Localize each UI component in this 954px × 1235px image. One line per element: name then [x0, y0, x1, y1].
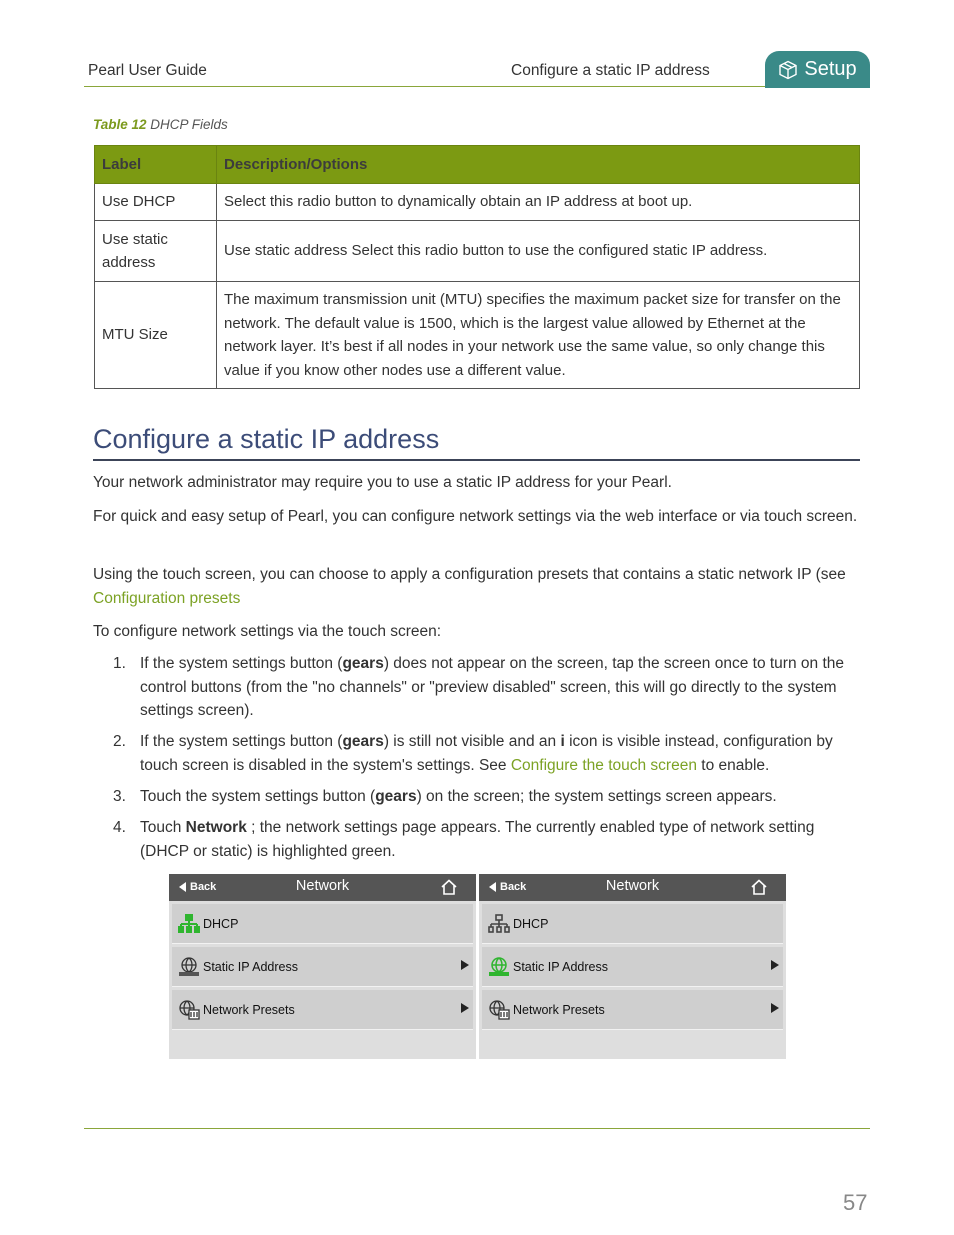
- step-text: [140, 816, 865, 863]
- step-number: 1.: [113, 655, 126, 672]
- step-text-part: icon is visible instead, configuration by touch screen is disabled in the system's settings. See: [140, 733, 833, 774]
- setup-tab[interactable]: [765, 51, 870, 88]
- dhcp-fields-table: [94, 145, 860, 389]
- heading-divider: [93, 459, 860, 461]
- screen-title-bar: [479, 874, 786, 901]
- step-text: [140, 785, 865, 809]
- paragraph-touch-intro: To configure network settings via the touch screen:: [93, 623, 442, 640]
- step-bold-gears: gears: [342, 733, 384, 750]
- step-text: [140, 652, 865, 723]
- network-screen-dhcp: [169, 874, 476, 1059]
- header-divider: [84, 86, 766, 87]
- chevron-right-icon: [461, 960, 469, 970]
- globe-network-icon: [488, 957, 510, 977]
- globe-presets-icon: [488, 1000, 510, 1020]
- step-text-part: ) is still not visible and an: [383, 733, 561, 750]
- back-label: Back: [190, 881, 217, 893]
- step-text-part: If the system settings button (: [140, 733, 343, 750]
- step-text-part: Touch: [140, 819, 186, 836]
- table-caption-text: DHCP Fields: [150, 117, 228, 132]
- step-bold-gears: gears: [375, 788, 417, 805]
- globe-network-icon: [178, 957, 200, 977]
- step-text-part: ) does not appear on the screen, tap the screen once to turn on the control buttons (from the "no channels" or "preview disabled" screen, this will go directly to the system settings screen).: [140, 655, 844, 719]
- section-title: Configure a static IP address: [511, 62, 710, 79]
- step-bold-i: i: [560, 733, 565, 750]
- step-text-part: to enable.: [696, 756, 770, 774]
- screen-title: Network: [295, 878, 350, 894]
- menu-item-label: DHCP: [513, 916, 549, 931]
- menu-item-label: Network Presets: [513, 1002, 605, 1017]
- step-bold-network: Network: [185, 819, 247, 836]
- column-header-label: Label: [95, 146, 217, 184]
- table-row: [95, 282, 860, 389]
- network-screen-static: [479, 874, 786, 1059]
- footer-divider: [84, 1128, 870, 1129]
- menu-item-label: Network Presets: [203, 1002, 295, 1017]
- globe-presets-icon: [178, 1000, 200, 1020]
- network-tree-icon: [178, 914, 200, 934]
- table-row: [95, 221, 860, 282]
- menu-item-dhcp[interactable]: [482, 904, 783, 944]
- table-caption: [93, 117, 228, 132]
- setup-tab-label: Setup: [804, 58, 857, 80]
- guide-title: Pearl User Guide: [88, 62, 207, 79]
- paragraph-intro: Your network administrator may require you to use a static IP address for your Pearl.: [93, 474, 672, 491]
- step-text: [140, 730, 865, 777]
- screen-title-bar: [169, 874, 476, 901]
- step-text-part: ; the network settings page appears. The currently enabled type of network setting (DHCP or static) is highlighted green.: [140, 819, 815, 860]
- table-cell-description: Select this radio button to dynamically obtain an IP address at boot up.: [217, 184, 860, 221]
- step-number: 4.: [113, 819, 126, 836]
- step-bold-gears: gears: [342, 655, 384, 672]
- step-text-part: Touch the system settings button (: [140, 788, 376, 805]
- menu-item-dhcp[interactable]: [172, 904, 473, 944]
- paragraph-presets-text: Using the touch screen, you can choose to apply a configuration presets that contains a static network IP (see: [93, 566, 846, 583]
- chevron-right-icon: [771, 1003, 779, 1013]
- configure-touch-screen-link[interactable]: Configure the touch screen: [510, 756, 697, 774]
- step-text-part: ) on the screen; the system settings screen appears.: [416, 788, 777, 805]
- back-label: Back: [500, 881, 527, 893]
- table-caption-number: Table 12: [93, 117, 147, 132]
- menu-item-static-ip[interactable]: [172, 947, 473, 987]
- menu-item-network-presets[interactable]: [172, 990, 473, 1030]
- page-number: 57: [843, 1190, 868, 1215]
- step-text-part: If the system settings button (: [140, 655, 343, 672]
- cube-icon: [778, 60, 798, 80]
- menu-item-label: Static IP Address: [203, 959, 298, 974]
- home-icon[interactable]: [750, 879, 768, 895]
- table-cell-description: The maximum transmission unit (MTU) specifies the maximum packet size for transfer on the network. The default value is 1500, which is the largest value allowed by Ethernet at the network layer. It’s best if all nodes in your network use the same value, so only change this value if you know other nodes use a different value.: [217, 282, 860, 389]
- table-cell-label: Use DHCP: [95, 184, 217, 221]
- paragraph-setup: For quick and easy setup of Pearl, you can configure network settings via the web interface or via touch screen.: [93, 508, 858, 525]
- chevron-right-icon: [461, 1003, 469, 1013]
- screen-title: Network: [605, 878, 660, 894]
- column-header-description: Description/Options: [217, 146, 860, 184]
- table-cell-description: Use static address Select this radio button to use the configured static IP address.: [217, 221, 860, 282]
- step-number: 2.: [113, 733, 126, 750]
- table-cell-label: MTU Size: [95, 282, 217, 389]
- home-icon[interactable]: [440, 879, 458, 895]
- table-cell-label: Use static address: [95, 221, 217, 282]
- page-heading: Configure a static IP address: [93, 424, 440, 454]
- menu-item-network-presets[interactable]: [482, 990, 783, 1030]
- network-tree-icon: [488, 914, 510, 934]
- table-row: [95, 184, 860, 221]
- chevron-right-icon: [771, 960, 779, 970]
- menu-item-label: DHCP: [203, 916, 239, 931]
- menu-item-static-ip[interactable]: [482, 947, 783, 987]
- table-header-row: [95, 146, 860, 184]
- menu-item-label: Static IP Address: [513, 959, 608, 974]
- configuration-presets-link[interactable]: Configuration presets: [93, 589, 241, 607]
- step-number: 3.: [113, 788, 126, 805]
- paragraph-presets: [93, 563, 863, 610]
